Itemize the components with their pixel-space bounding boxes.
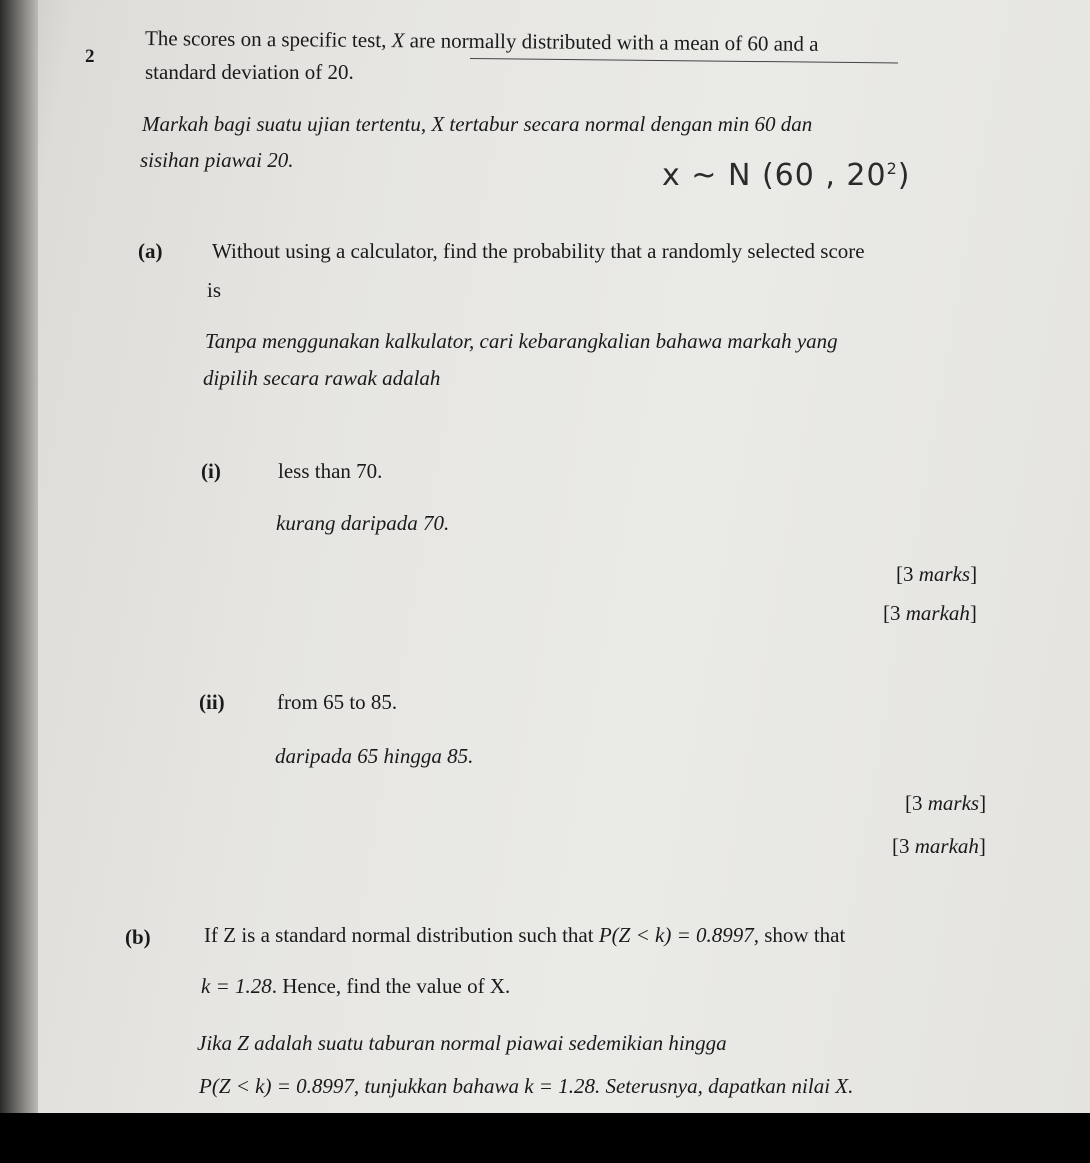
part-a-ii-marks-malay: [3 markah] [892, 834, 986, 858]
part-b-english-line-2 [201, 976, 510, 997]
part-a-i-english: less than 70. [278, 459, 383, 483]
part-b-malay-line-1: Jika Z adalah suatu taburan normal piawai sedemikian hingga [197, 1031, 727, 1055]
part-a-i-marks-english: [3 marks] [896, 562, 978, 586]
part-b-hence-text: . Hence, find the value of X. [271, 974, 511, 998]
photo-bottom-border [0, 1113, 1090, 1163]
part-a-i-malay: kurang daripada 70. [276, 511, 450, 535]
part-b-k-value: k = 1.28 [201, 974, 272, 998]
part-a-label: (a) [138, 239, 163, 263]
page-left-shadow [0, 0, 38, 1113]
part-b-english-text: If Z is a standard normal distribution such that [204, 923, 599, 947]
part-b-malay-hence: . Seterusnya, dapatkan nilai X. [594, 1074, 854, 1098]
part-a-i-label: (i) [201, 459, 221, 483]
handwritten-annotation [662, 158, 911, 193]
part-b-probability-expression: P(Z < k) = 0.8997 [598, 923, 754, 947]
stem-malay-line-2: sisihan piawai 20. [140, 148, 294, 172]
part-b-malay-probability: P(Z < k) = 0.8997 [199, 1074, 354, 1098]
stem-english-line-1 [145, 28, 819, 55]
stem-malay-line-1: Markah bagi suatu ujian tertentu, X tertabur secara normal dengan min 60 dan [142, 112, 813, 136]
question-number: 2 [85, 46, 95, 67]
handwritten-bracket: ) [897, 158, 911, 193]
part-b-malay-show-that: , tunjukkan bahawa [353, 1074, 525, 1098]
part-b-label: (b) [125, 925, 151, 949]
part-b-english-show-that: , show that [753, 923, 846, 947]
stem-english-text-b: are normally distributed with a mean of 60 and a [404, 28, 819, 56]
handwritten-exponent: 2 [886, 159, 898, 178]
part-a-english-line-2: is [207, 278, 222, 302]
stem-english-text-a: The scores on a specific test, [144, 26, 392, 53]
part-a-ii-english: from 65 to 85. [277, 690, 398, 714]
part-a-ii-label: (ii) [199, 690, 225, 714]
stem-english-line-2: standard deviation of 20. [145, 60, 354, 84]
part-b-english-line-1 [204, 925, 845, 946]
part-a-english-line-1: Without using a calculator, find the probability that a randomly selected score [212, 239, 865, 263]
part-a-malay-line-2: dipilih secara rawak adalah [203, 366, 441, 390]
part-b-malay-k-value: k = 1.28 [524, 1074, 595, 1098]
part-b-malay-line-2 [199, 1076, 853, 1097]
part-a-i-marks-malay: [3 markah] [883, 601, 977, 625]
handwritten-underline [470, 58, 898, 63]
handwritten-distribution: x ~ N (60 , 20 [662, 158, 887, 193]
part-a-malay-line-1: Tanpa menggunakan kalkulator, cari kebarangkalian bahawa markah yang [205, 329, 838, 353]
part-a-ii-marks-english: [3 marks] [905, 791, 987, 815]
stem-variable-x: X [391, 28, 405, 53]
part-a-ii-malay: daripada 65 hingga 85. [275, 744, 474, 768]
